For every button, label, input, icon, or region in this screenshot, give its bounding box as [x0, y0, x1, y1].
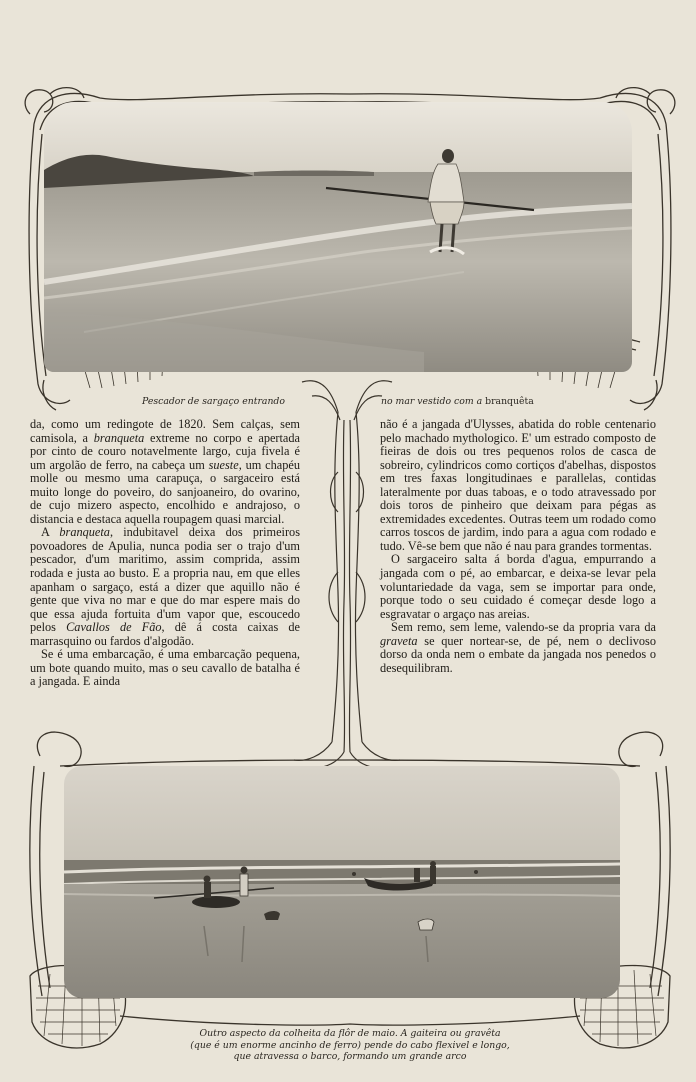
- italic-term: branqueta: [93, 430, 145, 445]
- left-paragraph-3: Se é uma embarcação, é uma embarcação pequena, um bote quando muito, mas o seu cavallo de batalha é a jangada. E ainda: [30, 647, 300, 689]
- text: , dê á costa caixas de marrasquino ou fardos d'algodão.: [30, 620, 301, 648]
- top-photo-caption-left: [142, 396, 312, 408]
- text: extreme no corpo e apertada por cinto de couro notavelmente largo, cuja fivela é um argolão de ferro, na cabeça um: [30, 430, 300, 472]
- left-paragraph-2: [30, 526, 300, 648]
- right-paragraph-2: O sargaceiro salta á borda d'agua, empurrando a jangada com o pé, ao embarcar, e deixa-se levar pela voluntariedade da vaga, sem se importar para onde, porque todo o seu cuidado é começar desde logo a esgravatar o argaço nas areias.: [380, 552, 656, 621]
- left-paragraph-1: [30, 418, 300, 526]
- top-photo-caption-right: [381, 396, 581, 408]
- text: se quer nortear-se, de pé, nem o declivoso dorso da onda nem o embate da jangada nos penedos o desequilibram.: [380, 633, 656, 675]
- caption-text-plain: branquêta: [485, 396, 534, 407]
- text: Sem remo, sem leme, valendo-se da propria vara da: [391, 620, 656, 635]
- text: , indubitavel deixa dos primeiros povoadores de Apulia, nunca podia ser o trajo d'um pescador, d'um maritimo, assim comprida, assim rodada e justa ao busto. E a propria nau, em que elles apanham o sargaço, está a dizer que aquillo não é gente que viva no mar e que do mar espere mais do que essa ajuda fortuita d'um vapor que, escoucedo pelos: [30, 525, 300, 635]
- caption-line-2: (que é um enorme ancinho de ferro) pende do cabo flexivel e longo,: [190, 1039, 510, 1051]
- bottom-photo-caption: [150, 1028, 550, 1063]
- right-paragraph-1: não é a jangada d'Ulysses, abatida do roble centenario pelo machado mythologico. E' um estrado composto de fieiras de dois ou tres pequenos rolos de casca de sobreiro, cylindricos como cortiços d'abelhas, dispostos em tres faxas longitudinaes e parallelas, contidas lateralmente por duas taboas, e o todo atravessado por dois toros de pinheiro que deixam para pégas as extremidades excedentes. Outras teem um rodado como carros toscos de jardim, indo para a agua com rodado e tudo. Vê-se bem que não é nau para grandes tormentas.: [380, 417, 656, 553]
- right-paragraph-3: [380, 621, 656, 675]
- italic-term: Cavallos de Fão: [66, 620, 162, 635]
- text: , um chapéu molle ou mesmo uma carapuça, o sargaceiro está muito longe do poveiro, do sanjoaneiro, do ovarino, de cujo mizero aspecto, encolhido e andrajoso, o distancia e destaca aquella roupagem quasi marcial.: [30, 457, 300, 526]
- italic-term: sueste: [208, 457, 239, 472]
- caption-line-3: que atravessa o barco, formando um grande arco: [233, 1051, 467, 1063]
- bottom-photo-beach-harvest: [64, 766, 620, 998]
- caption-text-italic: no mar vestido com a: [381, 396, 483, 407]
- italic-term: graveta: [380, 633, 418, 648]
- caption-line-1: Outro aspecto da colheita da flôr de maio. A gaiteira ou gravêta: [199, 1028, 501, 1039]
- right-text-column: [380, 418, 656, 675]
- italic-term: branqueta: [59, 525, 110, 540]
- left-text-column: [30, 418, 300, 689]
- caption-text: Pescador de sargaço entrando: [142, 396, 285, 407]
- text: da, como um redingote de 1820. Sem calças, sem camisola, a: [30, 417, 300, 445]
- top-photo-fisherman-wading: [44, 102, 632, 372]
- text: A: [41, 525, 60, 540]
